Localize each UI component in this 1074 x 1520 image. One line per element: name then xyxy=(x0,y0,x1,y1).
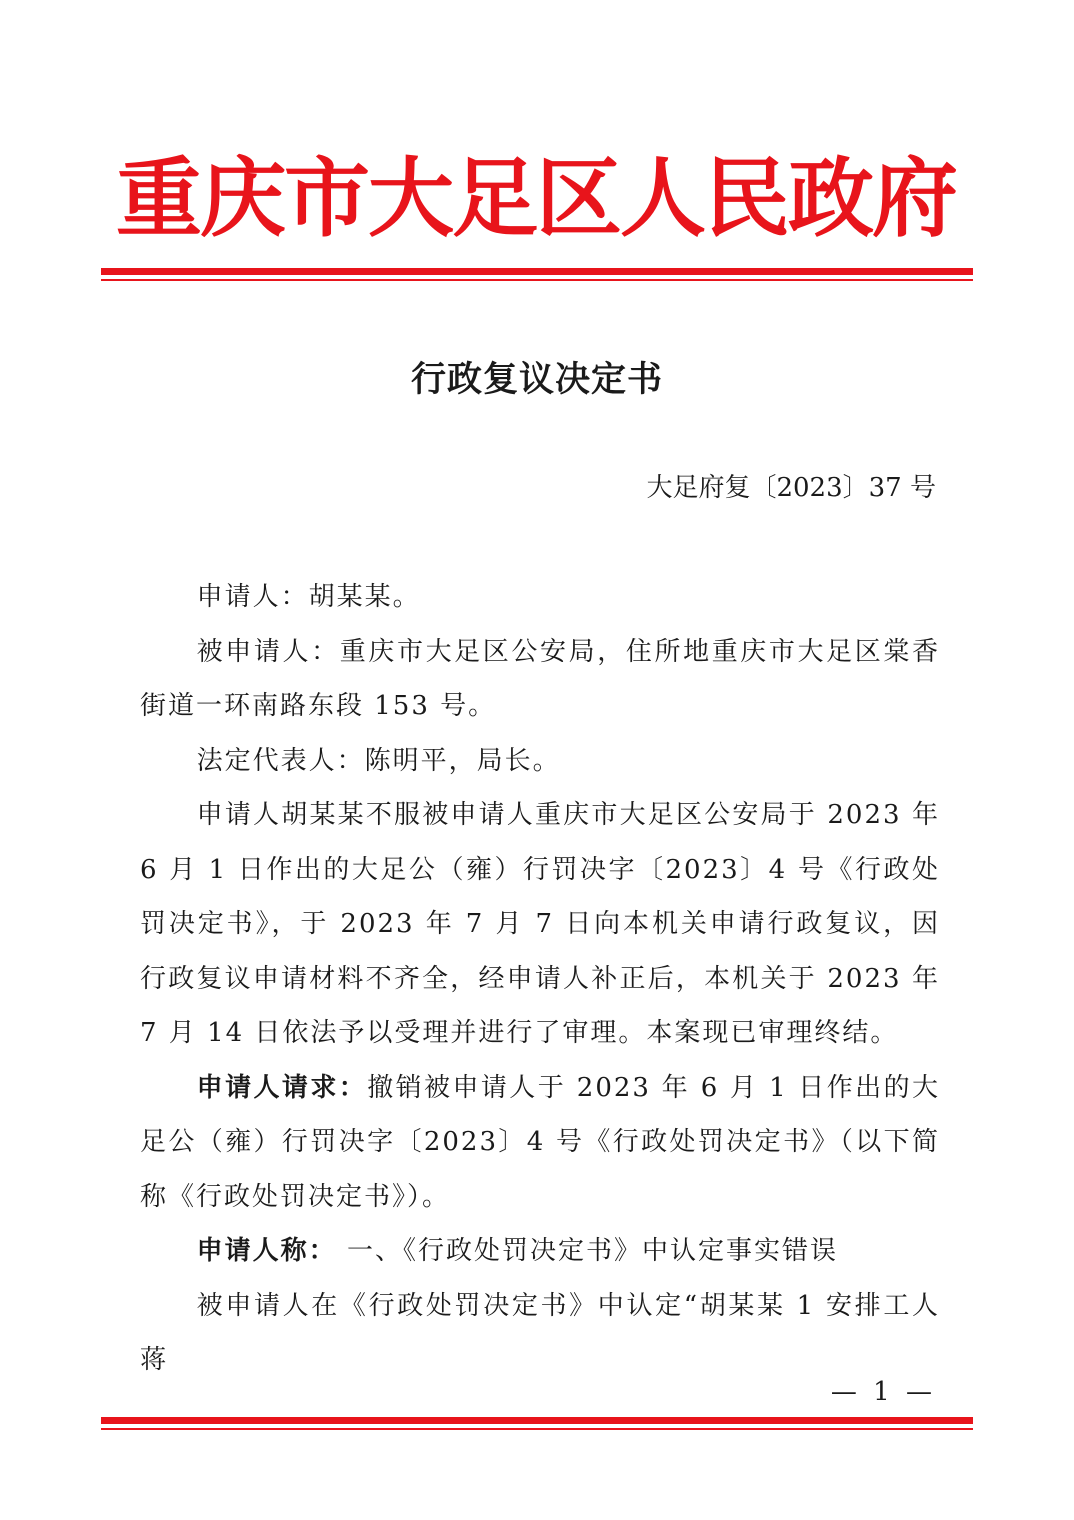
footer-rule-thin xyxy=(101,1428,973,1430)
paragraph-legal-representative xyxy=(140,734,940,789)
document-number: 大足府复〔2023〕37 号 xyxy=(646,473,936,503)
document-title: 行政复议决定书 xyxy=(410,359,663,400)
paragraph-text: 申请人：胡某某。 xyxy=(196,582,421,612)
footer-rule-thick xyxy=(101,1417,973,1424)
paragraph-request xyxy=(140,1061,940,1225)
masthead: 重庆市大足区人民政府 xyxy=(116,148,956,249)
paragraph-text: 被申请人：重庆市大足区公安局，住所地重庆市大足区棠香街道一环南路东段 153 号。 xyxy=(140,636,940,721)
paragraph-claim xyxy=(140,1224,940,1279)
page-number: — 1 — xyxy=(830,1377,936,1407)
document-body xyxy=(140,570,940,1388)
paragraph-label: 申请人请求： xyxy=(196,1072,368,1103)
paragraph-text: 被申请人在《行政处罚决定书》中认定“胡某某 1 安排工人蒋 xyxy=(140,1290,940,1375)
masthead-rule-thin xyxy=(101,279,973,281)
paragraph-respondent xyxy=(140,625,940,734)
paragraph-text: 撤销被申请人于 2023 年 6 月 1 日作出的大足公（雍）行罚决字〔2023〕4 号《行政处罚决定书》（以下简称《行政处罚决定书》）。 xyxy=(140,1072,940,1212)
paragraph-case-background xyxy=(140,788,940,1061)
paragraph-claim-detail xyxy=(140,1279,940,1388)
paragraph-applicant xyxy=(140,570,940,625)
paragraph-text: 申请人胡某某不服被申请人重庆市大足区公安局于 2023 年 6 月 1 日作出的大足公（雍）行罚决字〔2023〕4 号《行政处罚决定书》，于 2023 年 7 月 7 日向本机关申请行政复议，因行政复议申请材料不齐全，经申请人补正后，本机关于 2023 年 7 月 14 日依法予以受理并进行了审理。本案现已审理终结。 xyxy=(140,800,940,1048)
paragraph-label: 申请人称： xyxy=(196,1236,337,1266)
paragraph-text: 一、《行政处罚决定书》中认定事实错误 xyxy=(336,1236,838,1266)
masthead-rule-thick xyxy=(101,268,973,275)
paragraph-text: 法定代表人：陈明平，局长。 xyxy=(196,745,561,776)
